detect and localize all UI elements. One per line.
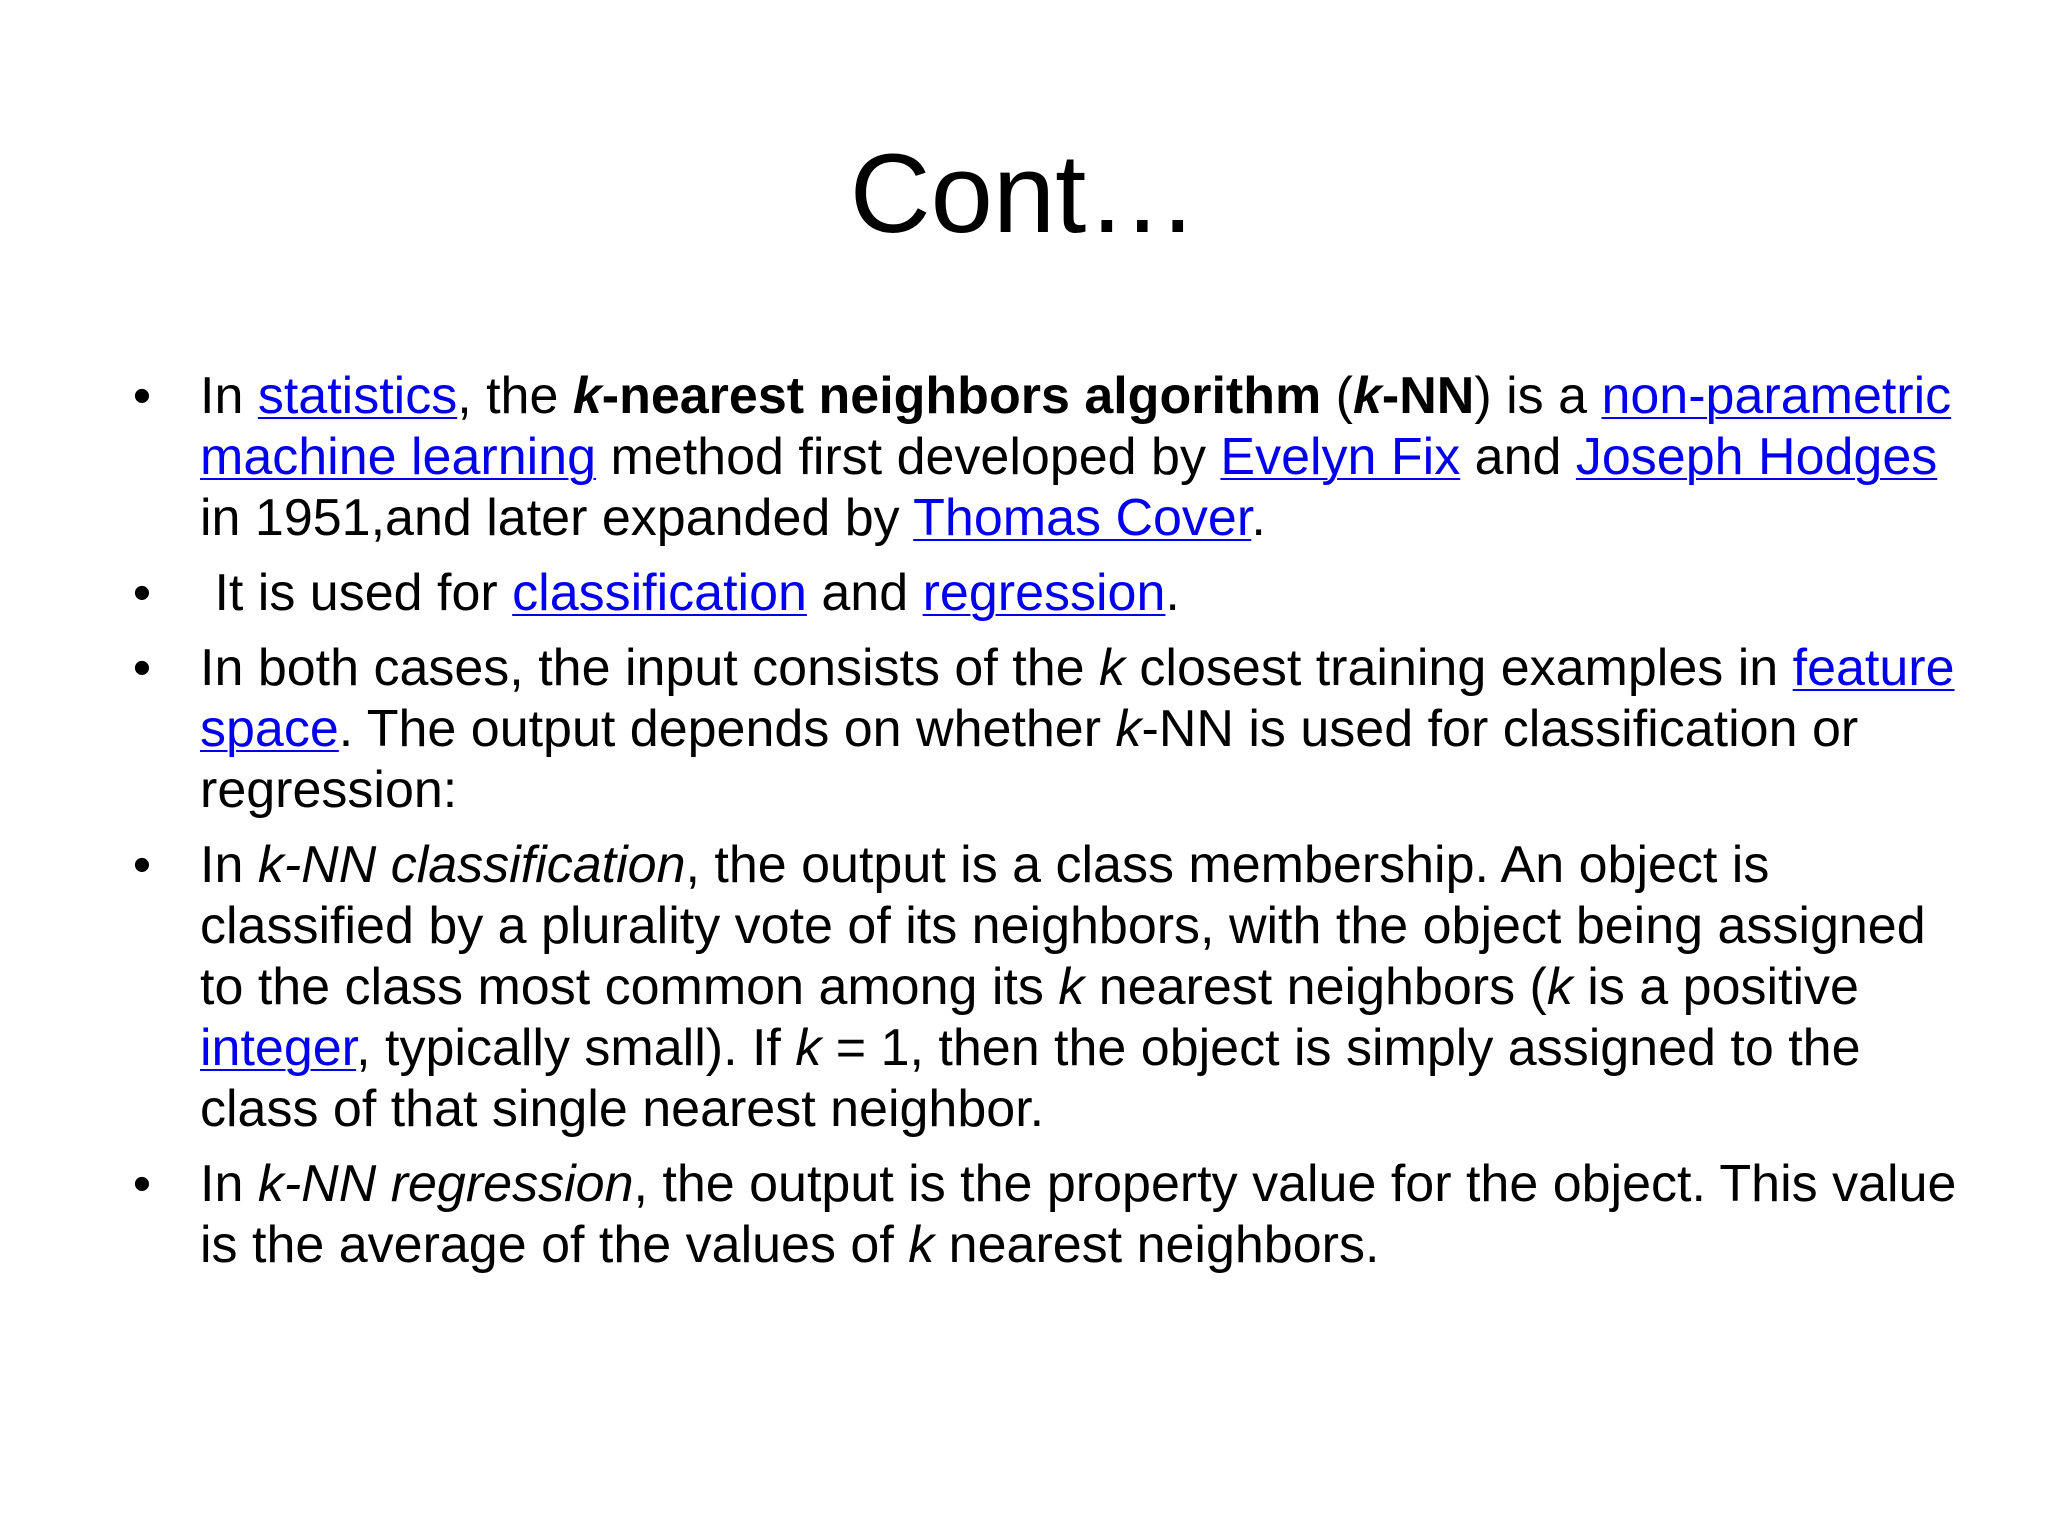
text: In (200, 367, 258, 425)
text: -NN is used for classification or regression: (200, 700, 1859, 819)
italic-term: k-NN classification (257, 836, 686, 894)
bullet-dot: • (132, 639, 152, 697)
bold-text (573, 367, 1321, 425)
text: = 1, then the object is simply assigned to the class of that single nearest neighbor. (200, 1019, 1861, 1138)
bullet-list (132, 366, 1980, 1290)
text: closest training examples in (1124, 639, 1793, 697)
text: , the output is the property value for the object. This value is the average of the values of (200, 1155, 1957, 1274)
text: , the output is a class membership. An object is classified by a plurality vote of its neighbors, with the object being assigned to the class most common among its (200, 836, 1926, 1016)
text: in 1951,and later expanded by (200, 489, 914, 547)
bullet-item-regression (132, 1154, 1980, 1276)
italic-term: k-NN regression (257, 1155, 634, 1213)
bold-abbrev (1353, 367, 1474, 425)
link-feature-space[interactable]: feature space (200, 639, 1955, 758)
link-non-parametric[interactable]: non-parametric (1601, 367, 1952, 425)
text: ) is a (1474, 367, 1602, 425)
text: and (1460, 428, 1576, 486)
bold-term: -nearest neighbors algorithm (601, 367, 1322, 425)
text: . (1165, 564, 1180, 622)
text: In both cases, the input consists of the (200, 639, 1099, 697)
text: In (200, 836, 258, 894)
text: . (1251, 489, 1266, 547)
link-classification[interactable]: classification (512, 564, 807, 622)
bullet-item-knn-definition (132, 366, 1980, 549)
slide-title: Cont… (849, 131, 1199, 256)
italic-k: k (1098, 639, 1125, 697)
bullet-item-classification (132, 835, 1980, 1140)
bullet-item-usage (132, 563, 1980, 624)
bullet-dot: • (132, 367, 152, 425)
bullet-item-input (132, 638, 1980, 821)
text: ( (1321, 367, 1353, 425)
link-joseph-hodges[interactable]: Joseph Hodges (1575, 428, 1938, 486)
bullet-dot: • (132, 564, 152, 622)
text: nearest neighbors ( (1084, 958, 1547, 1016)
italic-k: k (572, 367, 602, 425)
italic-k: k (1352, 367, 1382, 425)
text: In (200, 1155, 258, 1213)
text: nearest neighbors. (934, 1216, 1380, 1274)
italic-k: k (1058, 958, 1085, 1016)
link-thomas-cover[interactable]: Thomas Cover (913, 489, 1252, 547)
italic-k: k (908, 1216, 935, 1274)
bullet-dot: • (132, 836, 152, 894)
text: is a positive (1572, 958, 1859, 1016)
italic-k: k (1115, 700, 1142, 758)
text: and (806, 564, 923, 622)
italic-k: k (1546, 958, 1573, 1016)
link-machine-learning[interactable]: machine learning (200, 428, 597, 486)
link-regression[interactable]: regression (922, 564, 1166, 622)
text: , typically small). If (356, 1019, 796, 1077)
link-evelyn-fix[interactable]: Evelyn Fix (1220, 428, 1461, 486)
text: . The output depends on whether (338, 700, 1116, 758)
link-statistics[interactable]: statistics (257, 367, 458, 425)
text: It is used for (200, 564, 513, 622)
link-integer[interactable]: integer (200, 1019, 357, 1077)
text: , the (457, 367, 573, 425)
bold-nn: -NN (1381, 367, 1475, 425)
italic-k: k (795, 1019, 822, 1077)
text: method first developed by (596, 428, 1221, 486)
bullet-dot: • (132, 1155, 152, 1213)
